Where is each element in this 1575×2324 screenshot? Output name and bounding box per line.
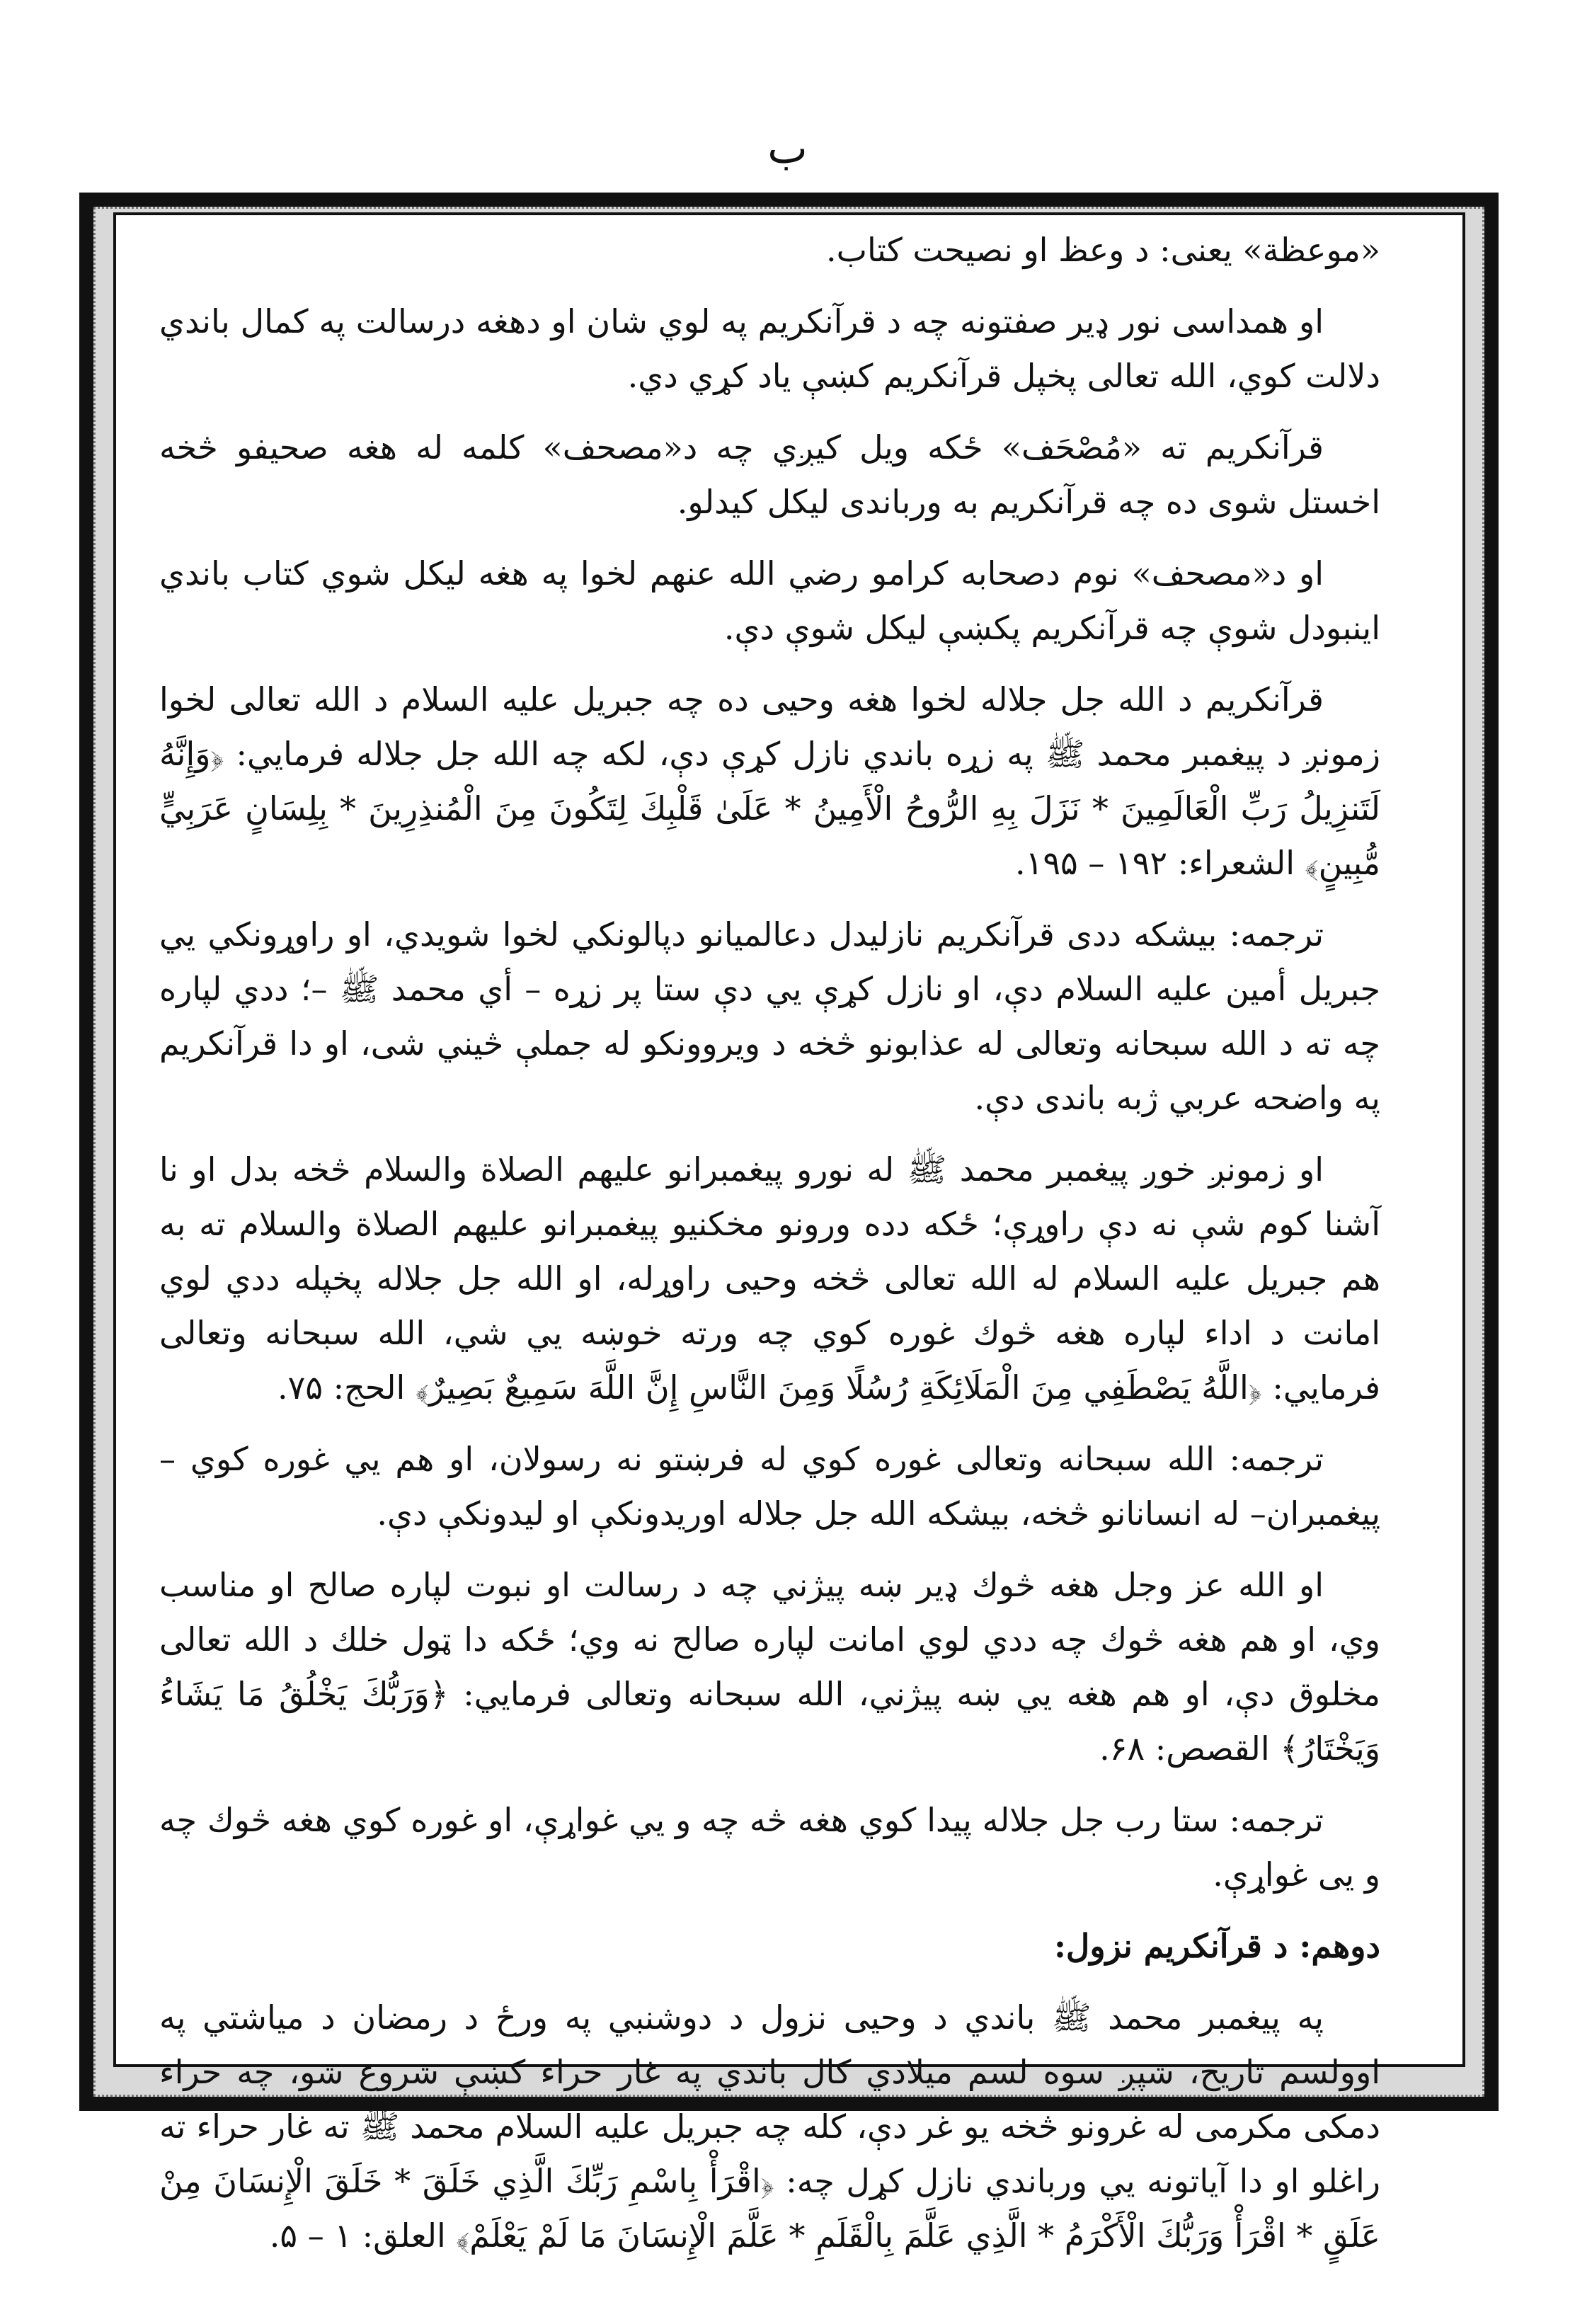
paragraph-mushaf-definition: قرآنكريم ته «مُصْحَف» ځكه ويل كيږي چه د«مصحف» كلمه له هغه صحيفو څخه اخستل شوى ده چه قرآنكريم به ورباندى ليكل كيدلو. [159,428,1380,521]
page-body [159,223,1380,2255]
paragraph-selection: او الله عز وجل هغه څوك ډير ښه پيژني چه د رسالت او نبوت لپاره صالح او مناسب وي، او هم هغه څوك چه ددي لوي امانت لپاره صالح نه وي؛ ځكه دا ټول خلك د الله تعالى مخلوق دې، او هم هغه يي ښه پيژني، الله سبحانه وتعالى فرمايي: ﴿وَرَبُّكَ يَخْلُقُ مَا يَشَاءُ وَيَخْتَارُ﴾ القصص: ۶۸. [159,1566,1380,1768]
page-letter: ب [767,124,808,173]
paragraph-first-revelation: په پيغمبر محمد ﷺ باندي د وحيى نزول د دوشنبي په ورځ د رمضان د مياشتي په اوولسم تاريخ، شپږ سوه لسم ميلادي كال باندي په غار حراء كښې شروع شو، چه حراء دمكى مكرمى له غرونو څخه يو غر دې، كله چه جبريل عليه السلام محمد ﷺ ته غار حراء ته راغلو او دا آياتونه يي ورباندي نازل كړل چه: ﴿اقْرَأْ بِاسْمِ رَبِّكَ الَّذِي خَلَقَ * خَلَقَ الْإِنسَانَ مِنْ عَلَقٍ * اقْرَأْ وَرَبُّكَ الْأَكْرَمُ * الَّذِي عَلَّمَ بِالْقَلَمِ * عَلَّمَ الْإِنسَانَ مَا لَمْ يَعْلَمْ﴾ العلق: ۱ – ۵. [159,1998,1380,2255]
paragraph-mushaf-naming: او د«مصحف» نوم دصحابه كرامو رضي الله عنهم لخوا په هغه ليكل شوي كتاب باندي اينبودل شوې چه قرآنكريم پكښې ليكل شوې دې. [159,554,1380,647]
paragraph-mawiza: «موعظة» يعنى: د وعظ او نصيحت كتاب. [826,231,1380,269]
paragraph-revelation: قرآنكريم د الله جل جلاله لخوا هغه وحيى ده چه جبريل عليه السلام د الله تعالى لخوا زمونږ د پيغمبر محمد ﷺ په زړه باندي نازل كړې دې، لكه چه الله جل جلاله فرمايي: ﴿وَإِنَّهُ لَتَنزِيلُ رَبِّ الْعَالَمِينَ * نَزَلَ بِهِ الرُّوحُ الْأَمِينُ * عَلَىٰ قَلْبِكَ لِتَكُونَ مِنَ الْمُنذِرِينَ * بِلِسَانٍ عَرَبِيٍّ مُّبِينٍ﴾ الشعراء: ۱۹۲ – ۱۹۵. [159,680,1380,882]
paragraph-attributes: او همداسى نور ډير صفتونه چه د قرآنكريم په لوي شان او دهغه درسالت په كمال باندي دلالت كوي، الله تعالى پخپل قرآنكريم كښې ياد كړي دي. [159,302,1380,395]
section-heading: دوهم: د قرآنكريم نزول: [1053,1927,1380,1965]
paragraph-translation-3: ترجمه: ستا رب جل جلاله پيدا كوي هغه څه چه و يي غواړې، او غوره كوي هغه څوك چه و يى غواړې. [159,1801,1380,1894]
paragraph-prophet: او زمونږ خوږ پيغمبر محمد ﷺ له نورو پيغمبرانو عليهم الصلاة والسلام څخه بدل او نا آشنا كوم شې نه دې راوړې؛ ځكه دده ورونو مخكنيو پيغمبرانو عليهم الصلاة والسلام ته به هم جبريل عليه السلام له الله تعالى څخه وحيى راوړله، او الله جل جلاله پخپله ددي لوي امانت د اداء لپاره هغه څوك غوره كوي چه ورته خوښه يي شي، الله سبحانه وتعالى فرمايي: ﴿اللَّهُ يَصْطَفِي مِنَ الْمَلَائِكَةِ رُسُلًا وَمِنَ النَّاسِ إِنَّ اللَّهَ سَمِيعٌ بَصِيرٌ﴾ الحج: ۷۵. [159,1150,1380,1407]
paragraph-translation-1: ترجمه: بيشكه ددى قرآنكريم نازليدل دعالميانو دپالونكي لخوا شويدي، او راوړونكي يي جبريل أمين عليه السلام دې، او نازل كړې يي دې ستا پر زړه – أي محمد ﷺ –؛ ددي لپاره چه ته د الله سبحانه وتعالى له عذابونو څخه د ويروونكو له جملې څيني شى، او دا قرآنكريم په واضحه عربي ژبه باندى دې. [159,915,1380,1117]
paragraph-translation-2: ترجمه: الله سبحانه وتعالى غوره كوي له فرښتو نه رسولان، او هم يي غوره كوي –پيغمبران– له انسانانو څخه، بيشكه الله جل جلاله اوريدونكې او ليدونكې دې. [159,1440,1380,1533]
